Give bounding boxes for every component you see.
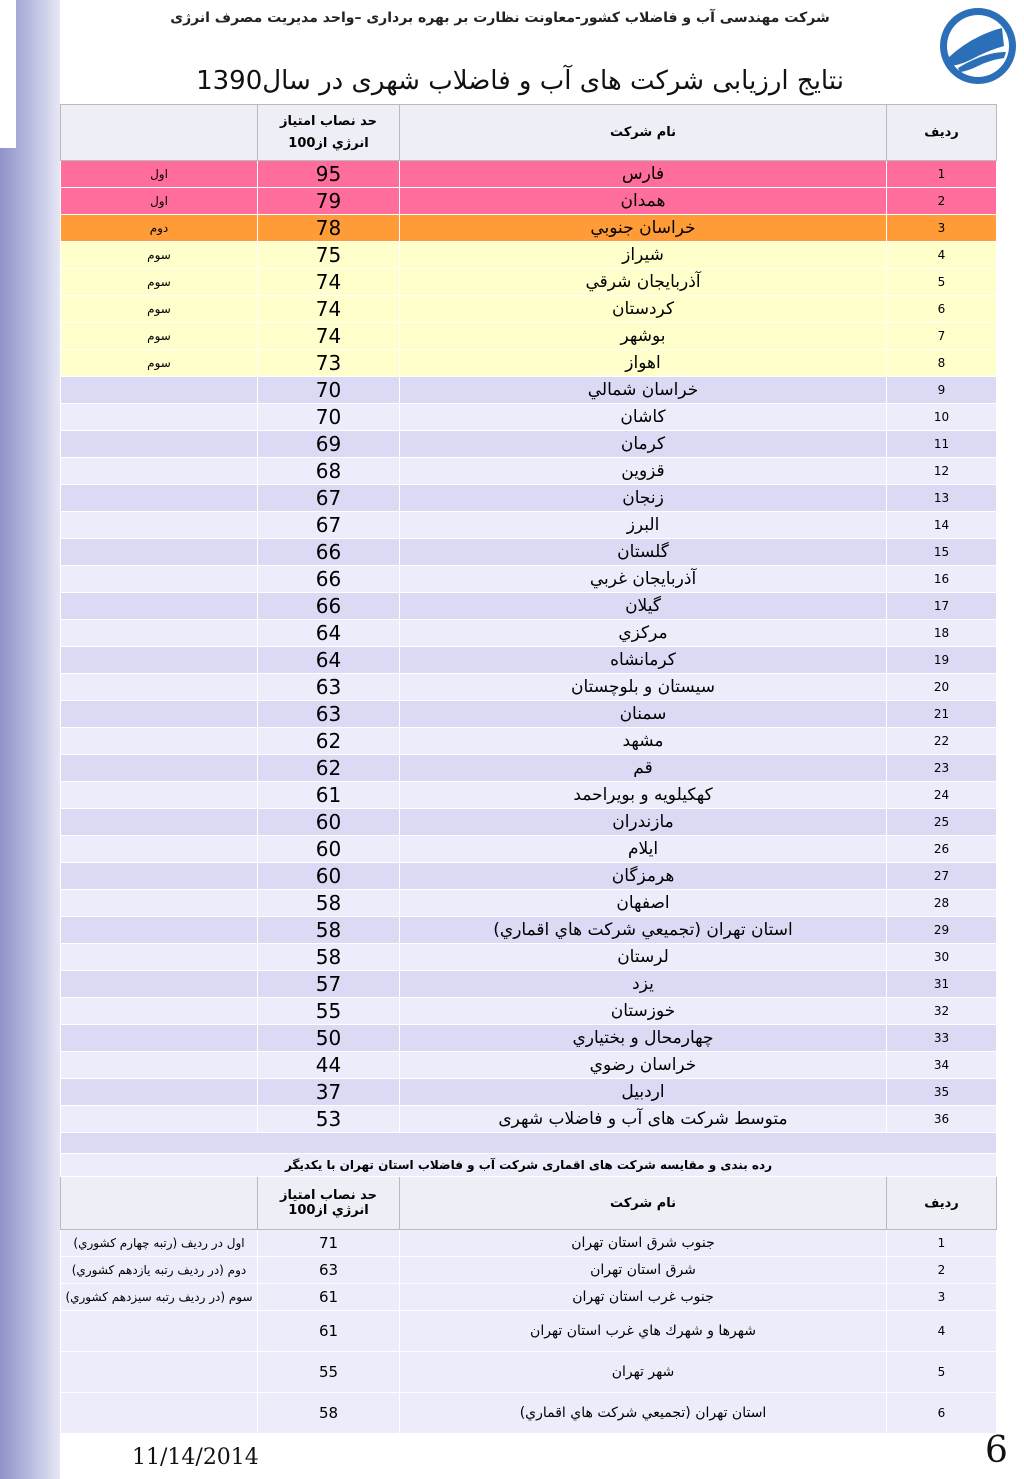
tehran-rank-cell: سوم (در رديف رتبه سيزدهم کشوري) <box>61 1284 258 1311</box>
row-number-cell: 13 <box>887 485 997 512</box>
row-number-cell: 5 <box>887 269 997 296</box>
row-number-cell: 22 <box>887 728 997 755</box>
rank-cell <box>61 890 258 917</box>
score-cell: 95 <box>258 161 400 188</box>
table-row <box>61 917 997 944</box>
header-row: رديف <box>887 105 997 161</box>
company-name-cell: قزوين <box>400 458 887 485</box>
score-cell: 75 <box>258 242 400 269</box>
company-name-cell: كرمان <box>400 431 887 458</box>
tehran-rank-cell <box>61 1352 258 1393</box>
section-separator <box>61 1133 997 1154</box>
rank-cell <box>61 674 258 701</box>
rank-cell: سوم <box>61 350 258 377</box>
score-cell: 73 <box>258 350 400 377</box>
table-row <box>61 836 997 863</box>
row-number-cell: 1 <box>887 161 997 188</box>
row-number-cell: 19 <box>887 647 997 674</box>
table-row <box>61 350 997 377</box>
company-name-cell: كردستان <box>400 296 887 323</box>
row-number-cell: 4 <box>887 242 997 269</box>
company-name-cell: چهارمحال و بختياري <box>400 1025 887 1052</box>
left-decor-notch <box>0 0 16 148</box>
tehran-header-score-line1: حد نصاب امتياز <box>279 1188 378 1203</box>
company-name-cell: گلستان <box>400 539 887 566</box>
table-row <box>61 890 997 917</box>
rank-cell <box>61 917 258 944</box>
company-name-cell: اهواز <box>400 350 887 377</box>
rank-cell <box>61 836 258 863</box>
rank-cell: اول <box>61 188 258 215</box>
company-name-cell: شيراز <box>400 242 887 269</box>
rank-cell <box>61 1052 258 1079</box>
score-cell: 62 <box>258 728 400 755</box>
score-cell: 50 <box>258 1025 400 1052</box>
table-row <box>61 1106 997 1133</box>
company-name-cell: بوشهر <box>400 323 887 350</box>
score-cell: 67 <box>258 512 400 539</box>
company-name-cell: كهكيلويه و بويراحمد <box>400 782 887 809</box>
table-row <box>61 593 997 620</box>
table-row <box>61 998 997 1025</box>
table-row <box>61 971 997 998</box>
tehran-table-row <box>61 1230 997 1257</box>
score-cell: 78 <box>258 215 400 242</box>
company-name-cell: استان تهران (تجميعي شركت هاي اقماري) <box>400 917 887 944</box>
tehran-header-name: نام شرکت <box>400 1177 887 1230</box>
tehran-subtitle: رده بندی و مقایسه شرکت های اقماری شرکت آب و فاضلاب استان تهران با یکدیگر <box>61 1154 997 1177</box>
score-cell: 62 <box>258 755 400 782</box>
tehran-rank-cell: دوم (در رديف رتبه يازدهم کشوري) <box>61 1257 258 1284</box>
score-cell: 74 <box>258 323 400 350</box>
tehran-row-number-cell: 4 <box>887 1311 997 1352</box>
tehran-header-rank <box>61 1177 258 1230</box>
header-score-line1: حد نصاب امتياز <box>279 113 378 129</box>
score-cell: 67 <box>258 485 400 512</box>
tehran-company-name-cell: جنوب شرق استان تهران <box>400 1230 887 1257</box>
tehran-header-score-line2: انرژي از100 <box>288 1203 369 1218</box>
row-number-cell: 28 <box>887 890 997 917</box>
rank-cell <box>61 701 258 728</box>
row-number-cell: 8 <box>887 350 997 377</box>
score-cell: 74 <box>258 296 400 323</box>
table-row <box>61 1079 997 1106</box>
company-name-cell: همدان <box>400 188 887 215</box>
table-row <box>61 323 997 350</box>
row-number-cell: 18 <box>887 620 997 647</box>
row-number-cell: 27 <box>887 863 997 890</box>
rank-cell <box>61 512 258 539</box>
row-number-cell: 20 <box>887 674 997 701</box>
score-cell: 60 <box>258 836 400 863</box>
rank-cell <box>61 755 258 782</box>
row-number-cell: 31 <box>887 971 997 998</box>
rank-cell: سوم <box>61 296 258 323</box>
company-name-cell: خراسان جنوبي <box>400 215 887 242</box>
tehran-table-row <box>61 1257 997 1284</box>
page-number: 6 <box>985 1430 1008 1471</box>
company-name-cell: مركزي <box>400 620 887 647</box>
score-cell: 66 <box>258 539 400 566</box>
rank-cell <box>61 485 258 512</box>
table-row <box>61 431 997 458</box>
table-row <box>61 620 997 647</box>
tehran-score-cell: 61 <box>258 1311 400 1352</box>
company-name-cell: قم <box>400 755 887 782</box>
tehran-rank-cell <box>61 1311 258 1352</box>
row-number-cell: 10 <box>887 404 997 431</box>
rank-cell <box>61 998 258 1025</box>
rank-cell: سوم <box>61 269 258 296</box>
row-number-cell: 7 <box>887 323 997 350</box>
company-name-cell: خراسان شمالي <box>400 377 887 404</box>
tehran-company-name-cell: شرق استان تهران <box>400 1257 887 1284</box>
rank-cell <box>61 458 258 485</box>
rank-cell <box>61 593 258 620</box>
table-header <box>61 105 997 161</box>
row-number-cell: 9 <box>887 377 997 404</box>
company-name-cell: كاشان <box>400 404 887 431</box>
tehran-subtitle-row <box>61 1154 997 1177</box>
company-name-cell: هرمزگان <box>400 863 887 890</box>
table-row <box>61 701 997 728</box>
row-number-cell: 23 <box>887 755 997 782</box>
score-cell: 57 <box>258 971 400 998</box>
table-row <box>61 647 997 674</box>
table-row <box>61 512 997 539</box>
tehran-table-row <box>61 1352 997 1393</box>
table-row <box>61 242 997 269</box>
score-cell: 64 <box>258 647 400 674</box>
row-number-cell: 29 <box>887 917 997 944</box>
rank-cell <box>61 1106 258 1133</box>
score-cell: 79 <box>258 188 400 215</box>
tehran-row-number-cell: 3 <box>887 1284 997 1311</box>
row-number-cell: 25 <box>887 809 997 836</box>
footer-date: 11/14/2014 <box>132 1445 259 1470</box>
row-number-cell: 11 <box>887 431 997 458</box>
org-header: شرکت مهندسی آب و فاضلاب کشور-معاونت نظارت بر بهره برداری –واحد مدیریت مصرف انرژی <box>170 10 830 26</box>
company-name-cell: خراسان رضوي <box>400 1052 887 1079</box>
row-number-cell: 26 <box>887 836 997 863</box>
header-score-line2: انرژي از100 <box>288 135 369 151</box>
table-row <box>61 863 997 890</box>
tehran-row-number-cell: 6 <box>887 1393 997 1434</box>
tehran-company-name-cell: جنوب غرب استان تهران <box>400 1284 887 1311</box>
score-cell: 66 <box>258 593 400 620</box>
score-cell: 68 <box>258 458 400 485</box>
rank-cell <box>61 1079 258 1106</box>
rank-cell: سوم <box>61 242 258 269</box>
tehran-table-header <box>61 1177 997 1230</box>
rank-cell <box>61 863 258 890</box>
tehran-table-row <box>61 1393 997 1434</box>
header-rank <box>61 105 258 161</box>
rank-cell <box>61 647 258 674</box>
row-number-cell: 30 <box>887 944 997 971</box>
rank-cell: اول <box>61 161 258 188</box>
score-cell: 44 <box>258 1052 400 1079</box>
score-cell: 70 <box>258 377 400 404</box>
tehran-header-score <box>258 1177 400 1230</box>
company-name-cell: يزد <box>400 971 887 998</box>
table-row <box>61 674 997 701</box>
tehran-score-cell: 61 <box>258 1284 400 1311</box>
rank-cell <box>61 971 258 998</box>
company-name-cell: خوزستان <box>400 998 887 1025</box>
tehran-score-cell: 55 <box>258 1352 400 1393</box>
company-name-cell: زنجان <box>400 485 887 512</box>
row-number-cell: 16 <box>887 566 997 593</box>
row-number-cell: 33 <box>887 1025 997 1052</box>
rank-cell <box>61 539 258 566</box>
rank-cell: دوم <box>61 215 258 242</box>
table-row <box>61 485 997 512</box>
company-name-cell: البرز <box>400 512 887 539</box>
tehran-rank-cell: اول در رديف (رتبه چهارم کشوري) <box>61 1230 258 1257</box>
tehran-row-number-cell: 2 <box>887 1257 997 1284</box>
tehran-row-number-cell: 1 <box>887 1230 997 1257</box>
score-cell: 64 <box>258 620 400 647</box>
tehran-table-row <box>61 1284 997 1311</box>
rank-cell <box>61 809 258 836</box>
score-cell: 58 <box>258 917 400 944</box>
table-row <box>61 377 997 404</box>
table-row <box>61 1025 997 1052</box>
tehran-header-row: رديف <box>887 1177 997 1230</box>
row-number-cell: 32 <box>887 998 997 1025</box>
company-name-cell: كرمانشاه <box>400 647 887 674</box>
table-row <box>61 944 997 971</box>
table-row <box>61 296 997 323</box>
rank-cell <box>61 620 258 647</box>
header-score <box>258 105 400 161</box>
company-name-cell: گيلان <box>400 593 887 620</box>
table-row <box>61 728 997 755</box>
score-cell: 53 <box>258 1106 400 1133</box>
row-number-cell: 17 <box>887 593 997 620</box>
rank-cell <box>61 782 258 809</box>
table-row <box>61 404 997 431</box>
tehran-table-row <box>61 1311 997 1352</box>
score-cell: 74 <box>258 269 400 296</box>
score-cell: 61 <box>258 782 400 809</box>
rank-cell: سوم <box>61 323 258 350</box>
table-row <box>61 458 997 485</box>
company-name-cell: سمنان <box>400 701 887 728</box>
company-name-cell: لرستان <box>400 944 887 971</box>
score-cell: 55 <box>258 998 400 1025</box>
score-cell: 63 <box>258 701 400 728</box>
rank-cell <box>61 377 258 404</box>
table-row <box>61 755 997 782</box>
company-name-cell: آذربايجان غربي <box>400 566 887 593</box>
row-number-cell: 12 <box>887 458 997 485</box>
rank-cell <box>61 566 258 593</box>
rank-cell <box>61 728 258 755</box>
header-name: نام شرکت <box>400 105 887 161</box>
tehran-company-name-cell: شهر تهران <box>400 1352 887 1393</box>
results-table <box>60 104 997 1434</box>
company-name-cell: اصفهان <box>400 890 887 917</box>
company-name-cell: فارس <box>400 161 887 188</box>
rank-cell <box>61 1025 258 1052</box>
tehran-company-name-cell: استان تهران (تجميعي شركت هاي اقماري) <box>400 1393 887 1434</box>
table-row <box>61 161 997 188</box>
score-cell: 70 <box>258 404 400 431</box>
row-number-cell: 14 <box>887 512 997 539</box>
company-name-cell: مازندران <box>400 809 887 836</box>
row-number-cell: 35 <box>887 1079 997 1106</box>
company-name-cell: سيستان و بلوچستان <box>400 674 887 701</box>
left-decor-band <box>0 0 60 1479</box>
rank-cell <box>61 944 258 971</box>
water-drop-logo-icon <box>938 6 1018 86</box>
table-row <box>61 269 997 296</box>
company-name-cell: ايلام <box>400 836 887 863</box>
row-number-cell: 21 <box>887 701 997 728</box>
table-row <box>61 215 997 242</box>
rank-cell <box>61 431 258 458</box>
score-cell: 58 <box>258 890 400 917</box>
tehran-rank-cell <box>61 1393 258 1434</box>
score-cell: 60 <box>258 809 400 836</box>
table-row <box>61 539 997 566</box>
score-cell: 69 <box>258 431 400 458</box>
table-row <box>61 188 997 215</box>
company-name-cell: مشهد <box>400 728 887 755</box>
score-cell: 66 <box>258 566 400 593</box>
score-cell: 60 <box>258 863 400 890</box>
table-row <box>61 1052 997 1079</box>
row-number-cell: 3 <box>887 215 997 242</box>
table-row <box>61 566 997 593</box>
table-row <box>61 782 997 809</box>
score-cell: 58 <box>258 944 400 971</box>
row-number-cell: 15 <box>887 539 997 566</box>
score-cell: 37 <box>258 1079 400 1106</box>
tehran-score-cell: 58 <box>258 1393 400 1434</box>
row-number-cell: 6 <box>887 296 997 323</box>
tehran-score-cell: 71 <box>258 1230 400 1257</box>
company-name-cell: اردبيل <box>400 1079 887 1106</box>
tehran-row-number-cell: 5 <box>887 1352 997 1393</box>
table-row <box>61 809 997 836</box>
company-name-cell: آذربايجان شرقي <box>400 269 887 296</box>
rank-cell <box>61 404 258 431</box>
row-number-cell: 36 <box>887 1106 997 1133</box>
tehran-score-cell: 63 <box>258 1257 400 1284</box>
row-number-cell: 34 <box>887 1052 997 1079</box>
page-title: نتایج ارزیابی شرکت های آب و فاضلاب شهری در سال1390 <box>196 66 844 96</box>
tehran-company-name-cell: شهرها و شهرك هاي غرب استان تهران <box>400 1311 887 1352</box>
row-number-cell: 24 <box>887 782 997 809</box>
row-number-cell: 2 <box>887 188 997 215</box>
score-cell: 63 <box>258 674 400 701</box>
company-name-cell: متوسط شرکت های آب و فاضلاب شهری <box>400 1106 887 1133</box>
